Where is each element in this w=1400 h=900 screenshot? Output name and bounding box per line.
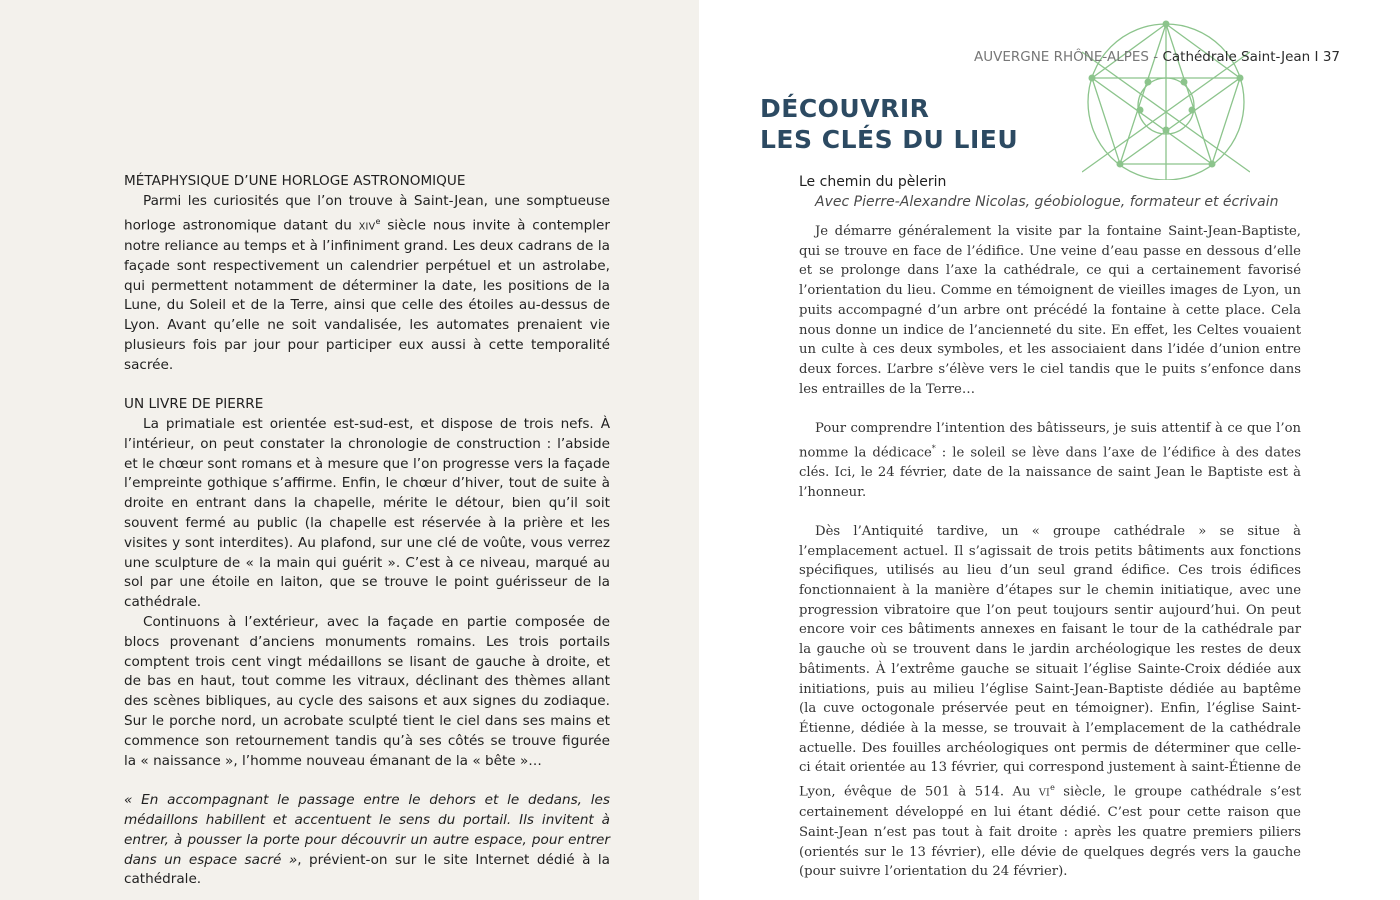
century-suffix: e <box>375 216 381 226</box>
century-numeral: XIV <box>358 221 376 233</box>
running-head-page-separator: I <box>1314 49 1319 65</box>
sacred-geometry-pentagram-icon <box>1082 12 1250 180</box>
paragraph-text: Dès l’Antiquité tardive, un « groupe cathédrale » se situe à l’emplacement actuel. Il s’agissait de trois petits bâtiments aux fonctions spécifiques, utilisés au lieu d’un seul grand édifice. Ces trois édifices fonctionnaient à la manière d’étapes sur le chemin initiatique, avec une progression vibratoire que l’on peut toujours sentir aujourd’hui. On peut encore voir ces bâtiments annexes en faisant le tour de la cathédrale par la gauche où se trouvent dans le jardin archéologique les restes de deux bâtiments. À l’extrême gauche se situait l’église Sainte-Croix dédiée aux initiations, puis au milieu l’église Saint-Jean-Baptiste dédiée au baptême (la cuve octogonale préservée peut en témoigner). Enfin, l’église Saint-Étienne, dédiée à la messe, se trouvait à l’emplacement de la cathédrale actuelle. Des fouilles archéologiques ont permis de déterminer que celle-ci était orientée au 13 février, qui correspond justement à saint-Étienne de Lyon, évêque de 501 à 514. Au <box>799 523 1301 800</box>
century-suffix: e <box>1050 783 1055 793</box>
paragraph-horloge <box>124 192 610 376</box>
running-head-separator: - <box>1153 49 1159 65</box>
page-title-line2: LES CLÉS DU LIEU <box>760 125 1019 154</box>
century-numeral: VI <box>1038 787 1051 799</box>
running-head <box>974 49 1340 65</box>
byline: Avec Pierre-Alexandre Nicolas, géobiologue, formateur et écrivain <box>815 194 1279 210</box>
paragraph-text: Pour comprendre l’intention des bâtisseurs, je suis attentif à ce que l’on nomme la dédicace <box>799 421 1301 461</box>
paragraph-fontaine: Je démarre généralement la visite par la fontaine Saint-Jean-Baptiste, qui se trouve en face de l’édifice. Une veine d’eau passe en dessous d’elle et se prolonge dans l’axe la cathédrale, ce qui a certainement favorisé l’orientation du lieu. Comme en témoignent de vieilles images de Lyon, un puits accompagné d’un arbre ont précédé la fontaine à cette place. Cela nous donne un indice de l’ancienneté du site. En effet, les Celtes vouaient un culte à ces deux symboles, et les associaient dans l’idée d’union entre deux forces. L’arbre s’élève vers le ciel tandis que le puits s’enfonce dans les entrailles de la Terre… <box>799 224 1301 397</box>
subheading: Le chemin du pèlerin <box>799 174 947 190</box>
paragraph-facade: Continuons à l’extérieur, avec la façade en partie composée de blocs provenant d’anciens monuments romains. Les trois portails comptent trois cent vingt médaillons se lisant de gauche à droite, et de bas en haut, tout comme les vitraux, déclinant des thèmes allant des scènes bibliques, au cycle des saisons et aux signes du zodiaque. Sur le porche nord, un acrobate sculpté tient le ciel dans ses mains et commence son retournement tandis qu’à ses côtés se trouve figurée la « naissance », l’homme nouveau émanant de la « bête »… <box>124 614 610 769</box>
paragraph-primatiale: La primatiale est orientée est-sud-est, et dispose de trois nefs. À l’intérieur, on peut constater la chronologie de construction : l’abside et le chœur sont romans et à mesure que l’on progresse vers la façade l’empreinte gothique s’affirme. Enfin, le chœur d’hiver, tout de suite à droite en entrant dans la chapelle, mérite le détour, bien qu’il soit souvent fermé au public (la chapelle est réservée à la prière et les visites y sont interdites). Au plafond, sur une clé de voûte, vous verrez une sculpture de « la main qui guérit ». C’est à ce niveau, marqué au sol par une étoile en laiton, que se trouve le point guérisseur de la cathédrale. <box>124 416 610 611</box>
section-title-livre: UN LIVRE DE PIERRE <box>124 396 264 413</box>
quote-text: « En accompagnant le passage entre le dehors et le dedans, les médaillons habillent et accentuent le sens du portail. Ils invitent à entrer, à pousser la porte pour découvrir un autre espace, pour entrer dans un espace sacré » <box>124 792 610 868</box>
paragraph-text: siècle, le groupe cathédrale s’est certainement développé en lui étant dédié. C’est pour cette raison que Saint-Jean n’est pas tout à fait droite : après les quatre premiers piliers (orientés sur le 13 février), elle dévie de quelques degrés vers la gauche (pour suivre l’orientation du 24 février). <box>799 784 1302 880</box>
left-column <box>124 172 610 890</box>
running-head-region: AUVERGNE RHÔNE-ALPES <box>973 49 1149 65</box>
page-title-line1: DÉCOUVRIR <box>760 94 930 123</box>
running-head-place: Cathédrale Saint-Jean <box>1162 49 1311 65</box>
paragraph-text: : le soleil se lève dans l’axe de l’édifice à des dates clés. Ici, le 24 février, date de la naissance de saint Jean le Baptiste est à l’honneur. <box>799 445 1301 500</box>
quote-attribution: , prévient-on sur le site Internet dédié à la cathédrale. <box>124 851 610 888</box>
paragraph-groupe-cathedrale <box>799 522 1301 882</box>
right-column <box>799 222 1301 882</box>
page-title <box>760 93 1018 155</box>
section-title-horloge: MÉTAPHYSIQUE D’UNE HORLOGE ASTRONOMIQUE <box>124 173 466 189</box>
paragraph-text: siècle nous invite à contempler notre reliance au temps et à l’infiniment grand. Les deux cadrans de la façade sont respectivement un calendrier perpétuel et un astrolabe, qui permettent notamment de déterminer la date, les positions de la Lune, du Soleil et de la Terre, ainsi que celle des étoiles au-dessus de Lyon. Avant qu’elle ne soit vandalisée, les automates prenaient vie plusieurs fois par jour pour participer eux aussi à cette temporalité sacrée. <box>124 217 610 373</box>
quote-block <box>124 791 610 890</box>
page-number: 37 <box>1322 49 1340 65</box>
footnote-marker: * <box>931 443 936 453</box>
paragraph-dedicace <box>799 419 1301 502</box>
paragraph-text: Parmi les curiosités que l’on trouve à Saint-Jean, une somptueuse horloge astronomique datant du <box>124 192 610 234</box>
